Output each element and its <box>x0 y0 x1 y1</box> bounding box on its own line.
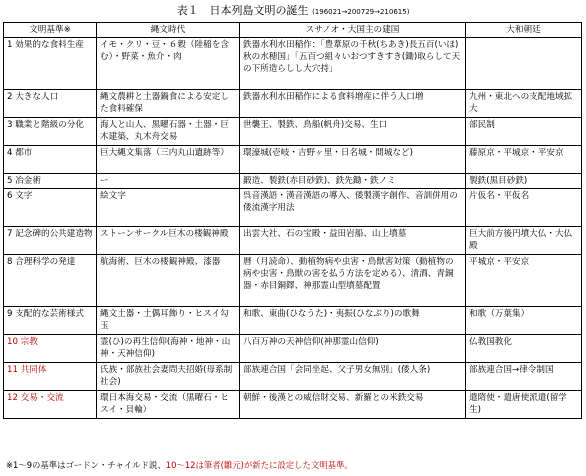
table-row <box>4 90 582 118</box>
cell-jomon: 縄文農耕と土器鍋食による安定した食料確保 <box>97 90 240 118</box>
table-row <box>4 335 582 363</box>
table-row <box>4 189 582 227</box>
cell-susanoo: 呉音漢語・漢音漢語の導入、倭製漢字創作、音訓併用の倭流漢字用法 <box>240 189 466 227</box>
footnote <box>6 459 353 471</box>
cell-jomon: 霊(ひ)の再生信仰(海神・地神・山神・天神信仰) <box>97 335 240 363</box>
header-criterion: 文明基準※ <box>4 23 97 38</box>
cell-criterion: 3 職業と階級の分化 <box>4 118 97 146</box>
table-row <box>4 363 582 391</box>
table-row <box>4 307 582 335</box>
title-main: 表１ 日本列島文明の誕生 <box>176 4 309 17</box>
cell-criterion: 5 冶金術 <box>4 174 97 189</box>
cell-jomon: 巨大縄文集落（三内丸山遺跡等） <box>97 146 240 174</box>
cell-jomon: 海人と山人、黒曜石器・土器・巨木建築、丸木舟交易 <box>97 118 240 146</box>
title-version: (196021→200729→210615) <box>312 8 410 16</box>
cell-jomon: ー <box>97 174 240 189</box>
header-susanoo: スサノオ・大国主の建国 <box>240 23 466 38</box>
cell-susanoo: 鉄器水利水田稲作：「豊葦原の千秋(ちあき)長五百(いほ)秋の水穂国」「五百つ組々いおつすきすき(鋤)取らして天の下所造らしし大穴持」 <box>240 38 466 90</box>
cell-yamato: 平城京・平安京 <box>466 255 582 307</box>
cell-susanoo: 和歌、東曲(ひなうた)・夷振(ひなぶり)の歌舞 <box>240 307 466 335</box>
cell-yamato: 製鉄(黒目砂鉄) <box>466 174 582 189</box>
cell-criterion: 7 記念碑的公共建造物 <box>4 227 97 255</box>
cell-susanoo: 鉄器水利水田稲作による食料増産に伴う人口増 <box>240 90 466 118</box>
header-jomon: 縄文時代 <box>97 23 240 38</box>
table-row <box>4 38 582 90</box>
cell-criterion: 1 効果的な食料生産 <box>4 38 97 90</box>
cell-susanoo: 八百万神の天神信仰(神那霊山信仰) <box>240 335 466 363</box>
table-header-row <box>4 23 582 38</box>
table-row <box>4 391 582 419</box>
cell-yamato: 遣隋使・遣唐使派遣(留学生) <box>466 391 582 419</box>
table-row <box>4 255 582 307</box>
cell-yamato: 仏教国教化 <box>466 335 582 363</box>
cell-criterion: 8 合理科学の発達 <box>4 255 97 307</box>
table-row <box>4 118 582 146</box>
cell-criterion: 6 文字 <box>4 189 97 227</box>
civilization-table <box>3 22 582 419</box>
cell-jomon: 氏族・部族社会妻問夫招婚(母系制社会) <box>97 363 240 391</box>
cell-yamato: 部民制 <box>466 118 582 146</box>
cell-criterion: 10 宗教 <box>4 335 97 363</box>
cell-susanoo: 部族連合国「会同坐起、父子男女無別」(倭人条) <box>240 363 466 391</box>
cell-yamato: 和歌（万葉集） <box>466 307 582 335</box>
table-body <box>4 38 582 419</box>
cell-jomon: イモ・クリ・豆・６穀（陸稲を含む）・野菜・魚介・肉 <box>97 38 240 90</box>
cell-yamato: 藤原京・平城京・平安京 <box>466 146 582 174</box>
cell-susanoo: 出雲大社、石の宝殿・益田岩船、山上墳墓 <box>240 227 466 255</box>
cell-yamato <box>466 38 582 90</box>
cell-criterion: 12 交易・交流 <box>4 391 97 419</box>
cell-yamato: 片仮名・平仮名 <box>466 189 582 227</box>
cell-criterion: 4 都市 <box>4 146 97 174</box>
cell-susanoo: 暦（月読命）、動植物病や虫害・鳥獣害対策（動植物の病や虫害・鳥獣の害を払う方法を定める）、清酒、青銅器・赤目銅鐸、神那霊山型墳墓配置 <box>240 255 466 307</box>
cell-susanoo: 鍛造、製鉄(赤目砂鉄)、鉄先鋤・鉄ノミ <box>240 174 466 189</box>
footnote-part1: ※1～9の基準はゴードン・チャイルド説、 <box>6 460 166 470</box>
cell-jomon: 航海術、巨木の楼観神殿、漆器 <box>97 255 240 307</box>
table-row <box>4 146 582 174</box>
document-title <box>0 4 586 19</box>
cell-jomon: ストーンサークル巨木の楼観神殿 <box>97 227 240 255</box>
cell-susanoo: 朝鮮・後漢との威信財交易、新羅との米鉄交易 <box>240 391 466 419</box>
table-row <box>4 174 582 189</box>
cell-yamato: 九州・東北への支配地域拡大 <box>466 90 582 118</box>
header-yamato: 大和朝廷 <box>466 23 582 38</box>
cell-susanoo: 環濠城(壱岐・吉野ヶ里・日名城・間城など) <box>240 146 466 174</box>
cell-jomon: 絵文字 <box>97 189 240 227</box>
cell-criterion: 2 大きな人口 <box>4 90 97 118</box>
cell-criterion: 11 共同体 <box>4 363 97 391</box>
table-row <box>4 227 582 255</box>
cell-jomon: 環日本海交易・交流（黒曜石・ヒスイ・貝輪） <box>97 391 240 419</box>
cell-jomon: 縄文土器・土偶耳飾り・ヒスイ勾玉 <box>97 307 240 335</box>
cell-criterion: 9 支配的な芸術様式 <box>4 307 97 335</box>
cell-yamato: 巨大前方後円墳大仏・大仏殿 <box>466 227 582 255</box>
cell-susanoo: 世襲王、製鉄、鳥船(帆舟)交易、生口 <box>240 118 466 146</box>
footnote-part2: 10～12は筆者(雛元)が新たに設定した文明基準。 <box>165 460 353 470</box>
cell-yamato: 部族連合国→律令制国 <box>466 363 582 391</box>
